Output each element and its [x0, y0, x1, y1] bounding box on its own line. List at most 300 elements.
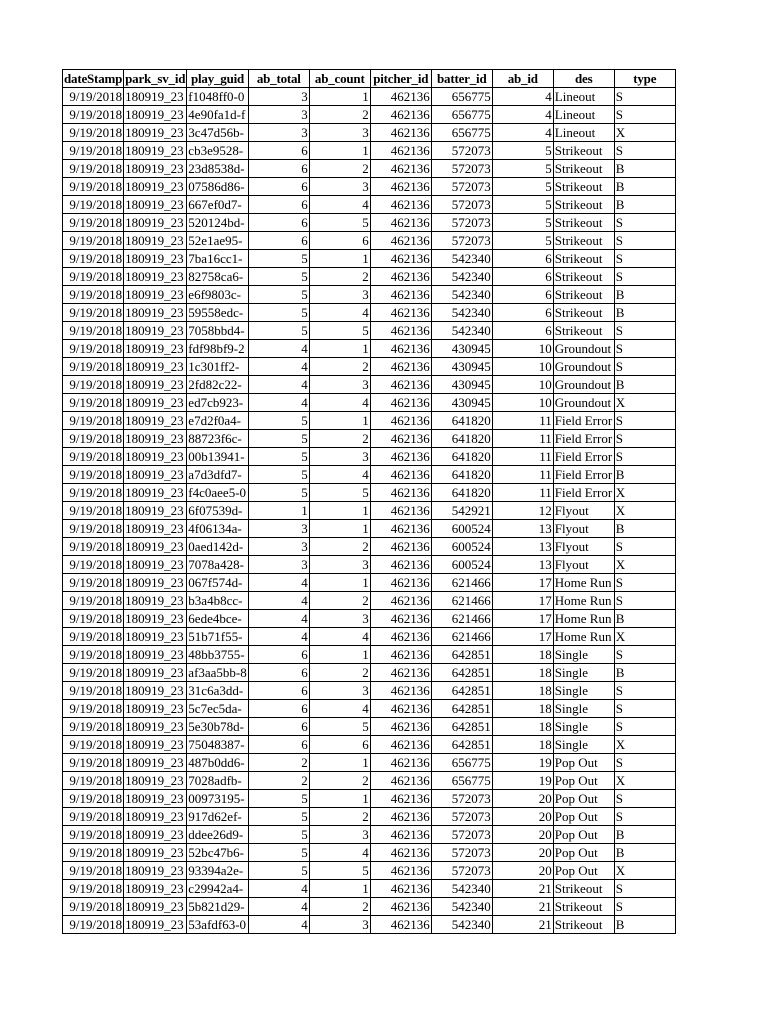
- cell-park-sv-id[interactable]: 180919_23: [124, 538, 187, 556]
- cell-batter-id[interactable]: 641820: [431, 430, 492, 448]
- cell-ab-count[interactable]: 1: [309, 250, 370, 268]
- cell-batter-id[interactable]: 430945: [431, 394, 492, 412]
- cell-play-guid[interactable]: 48bb3755-: [187, 646, 248, 664]
- cell-ab-total[interactable]: 6: [248, 232, 309, 250]
- cell-park-sv-id[interactable]: 180919_23: [124, 394, 187, 412]
- cell-type[interactable]: S: [614, 808, 675, 826]
- cell-ab-count[interactable]: 1: [309, 754, 370, 772]
- cell-ab-id[interactable]: 10: [492, 340, 553, 358]
- cell-ab-total[interactable]: 6: [248, 700, 309, 718]
- cell-ab-id[interactable]: 21: [492, 916, 553, 934]
- cell-play-guid[interactable]: 1c301ff2-: [187, 358, 248, 376]
- cell-datestamp[interactable]: 9/19/2018: [63, 898, 124, 916]
- cell-ab-total[interactable]: 6: [248, 682, 309, 700]
- cell-datestamp[interactable]: 9/19/2018: [63, 682, 124, 700]
- cell-des[interactable]: Strikeout: [553, 880, 614, 898]
- cell-ab-count[interactable]: 3: [309, 124, 370, 142]
- cell-ab-id[interactable]: 5: [492, 160, 553, 178]
- cell-batter-id[interactable]: 641820: [431, 448, 492, 466]
- cell-ab-id[interactable]: 20: [492, 808, 553, 826]
- cell-park-sv-id[interactable]: 180919_23: [124, 520, 187, 538]
- cell-des[interactable]: Flyout: [553, 520, 614, 538]
- cell-type[interactable]: S: [614, 700, 675, 718]
- cell-ab-count[interactable]: 4: [309, 394, 370, 412]
- cell-batter-id[interactable]: 572073: [431, 214, 492, 232]
- cell-datestamp[interactable]: 9/19/2018: [63, 916, 124, 934]
- cell-park-sv-id[interactable]: 180919_23: [124, 754, 187, 772]
- cell-park-sv-id[interactable]: 180919_23: [124, 862, 187, 880]
- cell-datestamp[interactable]: 9/19/2018: [63, 718, 124, 736]
- cell-play-guid[interactable]: 7ba16cc1-: [187, 250, 248, 268]
- cell-pitcher-id[interactable]: 462136: [370, 808, 431, 826]
- cell-type[interactable]: X: [614, 394, 675, 412]
- cell-des[interactable]: Single: [553, 646, 614, 664]
- cell-ab-id[interactable]: 4: [492, 106, 553, 124]
- cell-pitcher-id[interactable]: 462136: [370, 772, 431, 790]
- cell-park-sv-id[interactable]: 180919_23: [124, 340, 187, 358]
- column-header-ab-count[interactable]: ab_count: [309, 70, 370, 88]
- cell-ab-count[interactable]: 2: [309, 772, 370, 790]
- cell-datestamp[interactable]: 9/19/2018: [63, 106, 124, 124]
- cell-datestamp[interactable]: 9/19/2018: [63, 178, 124, 196]
- cell-ab-total[interactable]: 5: [248, 808, 309, 826]
- cell-play-guid[interactable]: 51b71f55-: [187, 628, 248, 646]
- cell-type[interactable]: X: [614, 484, 675, 502]
- cell-play-guid[interactable]: 067f574d-: [187, 574, 248, 592]
- cell-des[interactable]: Strikeout: [553, 196, 614, 214]
- cell-park-sv-id[interactable]: 180919_23: [124, 358, 187, 376]
- cell-park-sv-id[interactable]: 180919_23: [124, 574, 187, 592]
- cell-pitcher-id[interactable]: 462136: [370, 718, 431, 736]
- cell-des[interactable]: Strikeout: [553, 898, 614, 916]
- cell-park-sv-id[interactable]: 180919_23: [124, 232, 187, 250]
- cell-ab-total[interactable]: 4: [248, 340, 309, 358]
- cell-batter-id[interactable]: 656775: [431, 754, 492, 772]
- cell-datestamp[interactable]: 9/19/2018: [63, 412, 124, 430]
- cell-park-sv-id[interactable]: 180919_23: [124, 286, 187, 304]
- cell-play-guid[interactable]: af3aa5bb-8: [188, 665, 247, 680]
- cell-park-sv-id[interactable]: 180919_23: [124, 142, 187, 160]
- cell-ab-total[interactable]: 6: [248, 646, 309, 664]
- cell-datestamp[interactable]: 9/19/2018: [63, 250, 124, 268]
- cell-ab-total[interactable]: 5: [248, 484, 309, 502]
- cell-des[interactable]: Home Run: [553, 610, 614, 628]
- cell-pitcher-id[interactable]: 462136: [370, 394, 431, 412]
- cell-park-sv-id[interactable]: 180919_23: [124, 88, 187, 106]
- cell-datestamp[interactable]: 9/19/2018: [63, 880, 124, 898]
- cell-play-guid[interactable]: fdf98bf9-2: [187, 340, 248, 358]
- cell-des[interactable]: Pop Out: [553, 862, 614, 880]
- cell-ab-total[interactable]: 5: [248, 844, 309, 862]
- cell-des[interactable]: Pop Out: [553, 772, 614, 790]
- cell-type[interactable]: B: [614, 160, 675, 178]
- cell-pitcher-id[interactable]: 462136: [370, 412, 431, 430]
- cell-ab-total[interactable]: 4: [248, 628, 309, 646]
- cell-batter-id[interactable]: 542340: [431, 898, 492, 916]
- cell-ab-total[interactable]: 3: [248, 106, 309, 124]
- cell-ab-id[interactable]: 13: [492, 538, 553, 556]
- cell-des[interactable]: Lineout: [553, 124, 614, 142]
- cell-pitcher-id[interactable]: 462136: [370, 232, 431, 250]
- cell-datestamp[interactable]: 9/19/2018: [63, 196, 124, 214]
- cell-ab-total[interactable]: 5: [248, 430, 309, 448]
- cell-play-guid[interactable]: cb3e9528-: [187, 142, 248, 160]
- cell-ab-id[interactable]: 11: [492, 466, 553, 484]
- cell-des[interactable]: Strikeout: [553, 178, 614, 196]
- cell-ab-id[interactable]: 17: [492, 628, 553, 646]
- cell-datestamp[interactable]: 9/19/2018: [63, 358, 124, 376]
- cell-ab-id[interactable]: 13: [492, 556, 553, 574]
- cell-ab-total[interactable]: 5: [248, 250, 309, 268]
- cell-ab-total[interactable]: 2: [248, 754, 309, 772]
- cell-ab-count[interactable]: 5: [309, 322, 370, 340]
- cell-batter-id[interactable]: 572073: [431, 142, 492, 160]
- cell-pitcher-id[interactable]: 462136: [370, 358, 431, 376]
- cell-type[interactable]: S: [614, 88, 675, 106]
- cell-ab-count[interactable]: 1: [309, 88, 370, 106]
- cell-ab-id[interactable]: 18: [492, 736, 553, 754]
- cell-play-guid[interactable]: 00973195-: [187, 790, 248, 808]
- cell-ab-total[interactable]: 6: [248, 736, 309, 754]
- cell-ab-id[interactable]: 20: [492, 826, 553, 844]
- cell-pitcher-id[interactable]: 462136: [370, 160, 431, 178]
- cell-des[interactable]: Groundout: [553, 340, 614, 358]
- cell-ab-id[interactable]: 11: [492, 412, 553, 430]
- cell-type[interactable]: S: [614, 412, 675, 430]
- cell-type[interactable]: B: [614, 376, 675, 394]
- cell-type[interactable]: B: [614, 844, 675, 862]
- cell-datestamp[interactable]: 9/19/2018: [63, 160, 124, 178]
- cell-play-guid[interactable]: f1048ff0-0: [187, 88, 248, 106]
- cell-pitcher-id[interactable]: 462136: [370, 754, 431, 772]
- cell-play-guid[interactable]: 52bc47b6-: [187, 844, 248, 862]
- cell-ab-id[interactable]: 4: [492, 124, 553, 142]
- cell-des[interactable]: Pop Out: [553, 844, 614, 862]
- cell-pitcher-id[interactable]: 462136: [370, 502, 431, 520]
- cell-park-sv-id[interactable]: 180919_23: [124, 646, 187, 664]
- cell-batter-id[interactable]: 542340: [431, 322, 492, 340]
- cell-type[interactable]: B: [614, 178, 675, 196]
- cell-des[interactable]: Pop Out: [553, 790, 614, 808]
- cell-type[interactable]: B: [614, 826, 675, 844]
- cell-ab-count[interactable]: 1: [309, 880, 370, 898]
- cell-type[interactable]: S: [614, 142, 675, 160]
- cell-ab-count[interactable]: 3: [309, 916, 370, 934]
- cell-type[interactable]: S: [614, 538, 675, 556]
- cell-play-guid[interactable]: ddee26d9-: [187, 826, 248, 844]
- cell-park-sv-id[interactable]: 180919_23: [124, 682, 187, 700]
- cell-type[interactable]: S: [614, 574, 675, 592]
- cell-batter-id[interactable]: 642851: [431, 700, 492, 718]
- cell-type[interactable]: X: [614, 502, 675, 520]
- cell-ab-count[interactable]: 5: [309, 214, 370, 232]
- cell-pitcher-id[interactable]: 462136: [370, 790, 431, 808]
- cell-park-sv-id[interactable]: 180919_23: [124, 304, 187, 322]
- cell-park-sv-id[interactable]: 180919_23: [124, 502, 187, 520]
- cell-play-guid[interactable]: e6f9803c-: [187, 286, 248, 304]
- cell-ab-count[interactable]: 2: [309, 160, 370, 178]
- cell-pitcher-id[interactable]: 462136: [370, 196, 431, 214]
- cell-park-sv-id[interactable]: 180919_23: [124, 898, 187, 916]
- cell-park-sv-id[interactable]: 180919_23: [124, 628, 187, 646]
- cell-pitcher-id[interactable]: 462136: [370, 664, 431, 682]
- cell-des[interactable]: Field Error: [553, 430, 614, 448]
- cell-park-sv-id[interactable]: 180919_23: [124, 376, 187, 394]
- cell-datestamp[interactable]: 9/19/2018: [63, 826, 124, 844]
- cell-pitcher-id[interactable]: 462136: [370, 862, 431, 880]
- cell-batter-id[interactable]: 542340: [431, 286, 492, 304]
- cell-des[interactable]: Single: [553, 700, 614, 718]
- column-header-batter-id[interactable]: batter_id: [431, 70, 492, 88]
- cell-park-sv-id[interactable]: 180919_23: [124, 322, 187, 340]
- cell-pitcher-id[interactable]: 462136: [370, 826, 431, 844]
- cell-type[interactable]: S: [614, 250, 675, 268]
- cell-park-sv-id[interactable]: 180919_23: [124, 214, 187, 232]
- cell-des[interactable]: Strikeout: [553, 160, 614, 178]
- cell-batter-id[interactable]: 572073: [431, 232, 492, 250]
- cell-pitcher-id[interactable]: 462136: [370, 682, 431, 700]
- cell-ab-id[interactable]: 4: [492, 88, 553, 106]
- cell-ab-total[interactable]: 4: [248, 880, 309, 898]
- cell-ab-count[interactable]: 6: [309, 232, 370, 250]
- cell-batter-id[interactable]: 430945: [431, 376, 492, 394]
- cell-play-guid[interactable]: 23d8538d-: [187, 160, 248, 178]
- cell-des[interactable]: Lineout: [553, 88, 614, 106]
- cell-datestamp[interactable]: 9/19/2018: [63, 286, 124, 304]
- cell-ab-id[interactable]: 11: [492, 484, 553, 502]
- cell-datestamp[interactable]: 9/19/2018: [63, 124, 124, 142]
- cell-pitcher-id[interactable]: 462136: [370, 916, 431, 934]
- cell-pitcher-id[interactable]: 462136: [370, 466, 431, 484]
- cell-des[interactable]: Strikeout: [553, 304, 614, 322]
- cell-batter-id[interactable]: 621466: [431, 628, 492, 646]
- cell-batter-id[interactable]: 621466: [431, 610, 492, 628]
- cell-ab-total[interactable]: 3: [248, 556, 309, 574]
- cell-type[interactable]: S: [614, 106, 675, 124]
- cell-datestamp[interactable]: 9/19/2018: [63, 376, 124, 394]
- cell-ab-count[interactable]: 4: [309, 700, 370, 718]
- cell-ab-count[interactable]: 3: [309, 610, 370, 628]
- cell-type[interactable]: S: [614, 448, 675, 466]
- cell-ab-id[interactable]: 11: [492, 430, 553, 448]
- cell-batter-id[interactable]: 656775: [431, 106, 492, 124]
- cell-ab-count[interactable]: 3: [309, 448, 370, 466]
- cell-batter-id[interactable]: 621466: [431, 592, 492, 610]
- cell-park-sv-id[interactable]: 180919_23: [124, 916, 187, 934]
- cell-datestamp[interactable]: 9/19/2018: [63, 790, 124, 808]
- cell-play-guid[interactable]: c29942a4-: [187, 880, 248, 898]
- cell-batter-id[interactable]: 542340: [431, 880, 492, 898]
- cell-ab-id[interactable]: 18: [492, 664, 553, 682]
- cell-ab-id[interactable]: 6: [492, 250, 553, 268]
- cell-pitcher-id[interactable]: 462136: [370, 376, 431, 394]
- cell-ab-id[interactable]: 11: [492, 448, 553, 466]
- cell-ab-id[interactable]: 19: [492, 754, 553, 772]
- cell-ab-count[interactable]: 3: [309, 826, 370, 844]
- cell-play-guid[interactable]: 07586d86-: [187, 178, 248, 196]
- cell-des[interactable]: Strikeout: [553, 142, 614, 160]
- cell-des[interactable]: Field Error: [553, 448, 614, 466]
- cell-datestamp[interactable]: 9/19/2018: [63, 466, 124, 484]
- cell-ab-id[interactable]: 17: [492, 574, 553, 592]
- cell-play-guid[interactable]: b3a4b8cc-: [187, 592, 248, 610]
- cell-park-sv-id[interactable]: 180919_23: [124, 700, 187, 718]
- cell-des[interactable]: Lineout: [553, 106, 614, 124]
- cell-park-sv-id[interactable]: 180919_23: [124, 826, 187, 844]
- column-header-ab-id[interactable]: ab_id: [492, 70, 553, 88]
- cell-batter-id[interactable]: 642851: [431, 646, 492, 664]
- cell-datestamp[interactable]: 9/19/2018: [63, 268, 124, 286]
- cell-play-guid[interactable]: 7058bbd4-: [187, 322, 248, 340]
- cell-play-guid[interactable]: 3c47d56b-: [187, 124, 248, 142]
- cell-ab-count[interactable]: 2: [309, 592, 370, 610]
- cell-des[interactable]: Strikeout: [553, 214, 614, 232]
- cell-des[interactable]: Groundout: [553, 358, 614, 376]
- cell-datestamp[interactable]: 9/19/2018: [63, 502, 124, 520]
- cell-play-guid[interactable]: 520124bd-: [187, 214, 248, 232]
- cell-park-sv-id[interactable]: 180919_23: [124, 790, 187, 808]
- cell-batter-id[interactable]: 572073: [431, 178, 492, 196]
- cell-des[interactable]: Pop Out: [553, 826, 614, 844]
- cell-ab-count[interactable]: 4: [309, 844, 370, 862]
- cell-batter-id[interactable]: 572073: [431, 160, 492, 178]
- cell-type[interactable]: S: [614, 880, 675, 898]
- cell-play-guid[interactable]: 487b0dd6-: [187, 754, 248, 772]
- cell-pitcher-id[interactable]: 462136: [370, 286, 431, 304]
- cell-ab-count[interactable]: 4: [309, 304, 370, 322]
- cell-park-sv-id[interactable]: 180919_23: [124, 844, 187, 862]
- cell-pitcher-id[interactable]: 462136: [370, 484, 431, 502]
- cell-datestamp[interactable]: 9/19/2018: [63, 628, 124, 646]
- cell-batter-id[interactable]: 572073: [431, 862, 492, 880]
- cell-pitcher-id[interactable]: 462136: [370, 250, 431, 268]
- cell-ab-count[interactable]: 1: [309, 142, 370, 160]
- cell-batter-id[interactable]: 572073: [431, 808, 492, 826]
- cell-ab-total[interactable]: 4: [248, 592, 309, 610]
- cell-ab-id[interactable]: 17: [492, 592, 553, 610]
- cell-pitcher-id[interactable]: 462136: [370, 736, 431, 754]
- cell-pitcher-id[interactable]: 462136: [370, 214, 431, 232]
- cell-batter-id[interactable]: 542921: [431, 502, 492, 520]
- cell-pitcher-id[interactable]: 462136: [370, 340, 431, 358]
- cell-ab-total[interactable]: 4: [248, 376, 309, 394]
- cell-datestamp[interactable]: 9/19/2018: [63, 862, 124, 880]
- cell-ab-count[interactable]: 5: [309, 718, 370, 736]
- cell-datestamp[interactable]: 9/19/2018: [63, 214, 124, 232]
- cell-ab-id[interactable]: 10: [492, 376, 553, 394]
- column-header-type[interactable]: type: [614, 70, 675, 88]
- cell-ab-count[interactable]: 6: [309, 736, 370, 754]
- cell-datestamp[interactable]: 9/19/2018: [63, 322, 124, 340]
- cell-ab-count[interactable]: 1: [309, 340, 370, 358]
- cell-ab-id[interactable]: 10: [492, 394, 553, 412]
- cell-ab-count[interactable]: 1: [309, 574, 370, 592]
- cell-batter-id[interactable]: 542340: [431, 268, 492, 286]
- cell-ab-count[interactable]: 2: [309, 538, 370, 556]
- cell-batter-id[interactable]: 641820: [431, 412, 492, 430]
- cell-batter-id[interactable]: 572073: [431, 196, 492, 214]
- cell-des[interactable]: Strikeout: [553, 322, 614, 340]
- cell-park-sv-id[interactable]: 180919_23: [124, 592, 187, 610]
- cell-ab-total[interactable]: 6: [248, 160, 309, 178]
- cell-ab-id[interactable]: 6: [492, 286, 553, 304]
- cell-ab-id[interactable]: 20: [492, 862, 553, 880]
- cell-type[interactable]: S: [614, 682, 675, 700]
- cell-play-guid[interactable]: 0aed142d-: [187, 538, 248, 556]
- cell-datestamp[interactable]: 9/19/2018: [63, 448, 124, 466]
- cell-batter-id[interactable]: 642851: [431, 664, 492, 682]
- cell-pitcher-id[interactable]: 462136: [370, 268, 431, 286]
- cell-ab-total[interactable]: 5: [248, 826, 309, 844]
- cell-ab-total[interactable]: 6: [248, 718, 309, 736]
- cell-ab-id[interactable]: 5: [492, 232, 553, 250]
- cell-park-sv-id[interactable]: 180919_23: [124, 466, 187, 484]
- cell-park-sv-id[interactable]: 180919_23: [124, 178, 187, 196]
- cell-ab-count[interactable]: 4: [309, 466, 370, 484]
- cell-ab-count[interactable]: 2: [309, 430, 370, 448]
- cell-batter-id[interactable]: 656775: [431, 772, 492, 790]
- cell-play-guid[interactable]: 7028adfb-: [187, 772, 248, 790]
- cell-des[interactable]: Single: [553, 682, 614, 700]
- cell-ab-id[interactable]: 18: [492, 718, 553, 736]
- cell-play-guid[interactable]: 53afdf63-0: [187, 916, 248, 934]
- cell-ab-total[interactable]: 5: [248, 862, 309, 880]
- cell-des[interactable]: Flyout: [553, 538, 614, 556]
- cell-datestamp[interactable]: 9/19/2018: [63, 772, 124, 790]
- cell-ab-id[interactable]: 10: [492, 358, 553, 376]
- cell-des[interactable]: Pop Out: [553, 754, 614, 772]
- cell-batter-id[interactable]: 642851: [431, 736, 492, 754]
- cell-pitcher-id[interactable]: 462136: [370, 88, 431, 106]
- cell-ab-total[interactable]: 4: [248, 916, 309, 934]
- cell-datestamp[interactable]: 9/19/2018: [63, 610, 124, 628]
- cell-ab-id[interactable]: 5: [492, 178, 553, 196]
- cell-datestamp[interactable]: 9/19/2018: [63, 556, 124, 574]
- cell-ab-total[interactable]: 6: [248, 196, 309, 214]
- cell-pitcher-id[interactable]: 462136: [370, 844, 431, 862]
- cell-play-guid[interactable]: 4e90fa1d-f: [187, 106, 248, 124]
- cell-play-guid[interactable]: 52e1ae95-: [187, 232, 248, 250]
- cell-ab-total[interactable]: 3: [248, 538, 309, 556]
- cell-park-sv-id[interactable]: 180919_23: [124, 664, 187, 682]
- cell-play-guid[interactable]: 93394a2e-: [187, 862, 248, 880]
- column-header-pitcher-id[interactable]: pitcher_id: [370, 70, 431, 88]
- cell-pitcher-id[interactable]: 462136: [370, 322, 431, 340]
- cell-ab-total[interactable]: 5: [248, 790, 309, 808]
- cell-ab-id[interactable]: 21: [492, 898, 553, 916]
- cell-ab-total[interactable]: 1: [248, 502, 309, 520]
- cell-pitcher-id[interactable]: 462136: [370, 520, 431, 538]
- cell-play-guid[interactable]: 2fd82c22-: [187, 376, 248, 394]
- cell-batter-id[interactable]: 656775: [431, 124, 492, 142]
- cell-pitcher-id[interactable]: 462136: [370, 106, 431, 124]
- cell-des[interactable]: Strikeout: [553, 916, 614, 934]
- cell-datestamp[interactable]: 9/19/2018: [63, 646, 124, 664]
- cell-ab-count[interactable]: 2: [309, 358, 370, 376]
- cell-type[interactable]: S: [614, 232, 675, 250]
- cell-batter-id[interactable]: 600524: [431, 520, 492, 538]
- cell-ab-total[interactable]: 4: [248, 394, 309, 412]
- cell-ab-id[interactable]: 12: [492, 502, 553, 520]
- cell-ab-count[interactable]: 3: [309, 682, 370, 700]
- cell-pitcher-id[interactable]: 462136: [370, 592, 431, 610]
- cell-batter-id[interactable]: 641820: [431, 484, 492, 502]
- cell-ab-id[interactable]: 5: [492, 214, 553, 232]
- cell-type[interactable]: B: [614, 196, 675, 214]
- cell-ab-total[interactable]: 5: [248, 304, 309, 322]
- cell-play-guid[interactable]: 82758ca6-: [187, 268, 248, 286]
- cell-datestamp[interactable]: 9/19/2018: [63, 574, 124, 592]
